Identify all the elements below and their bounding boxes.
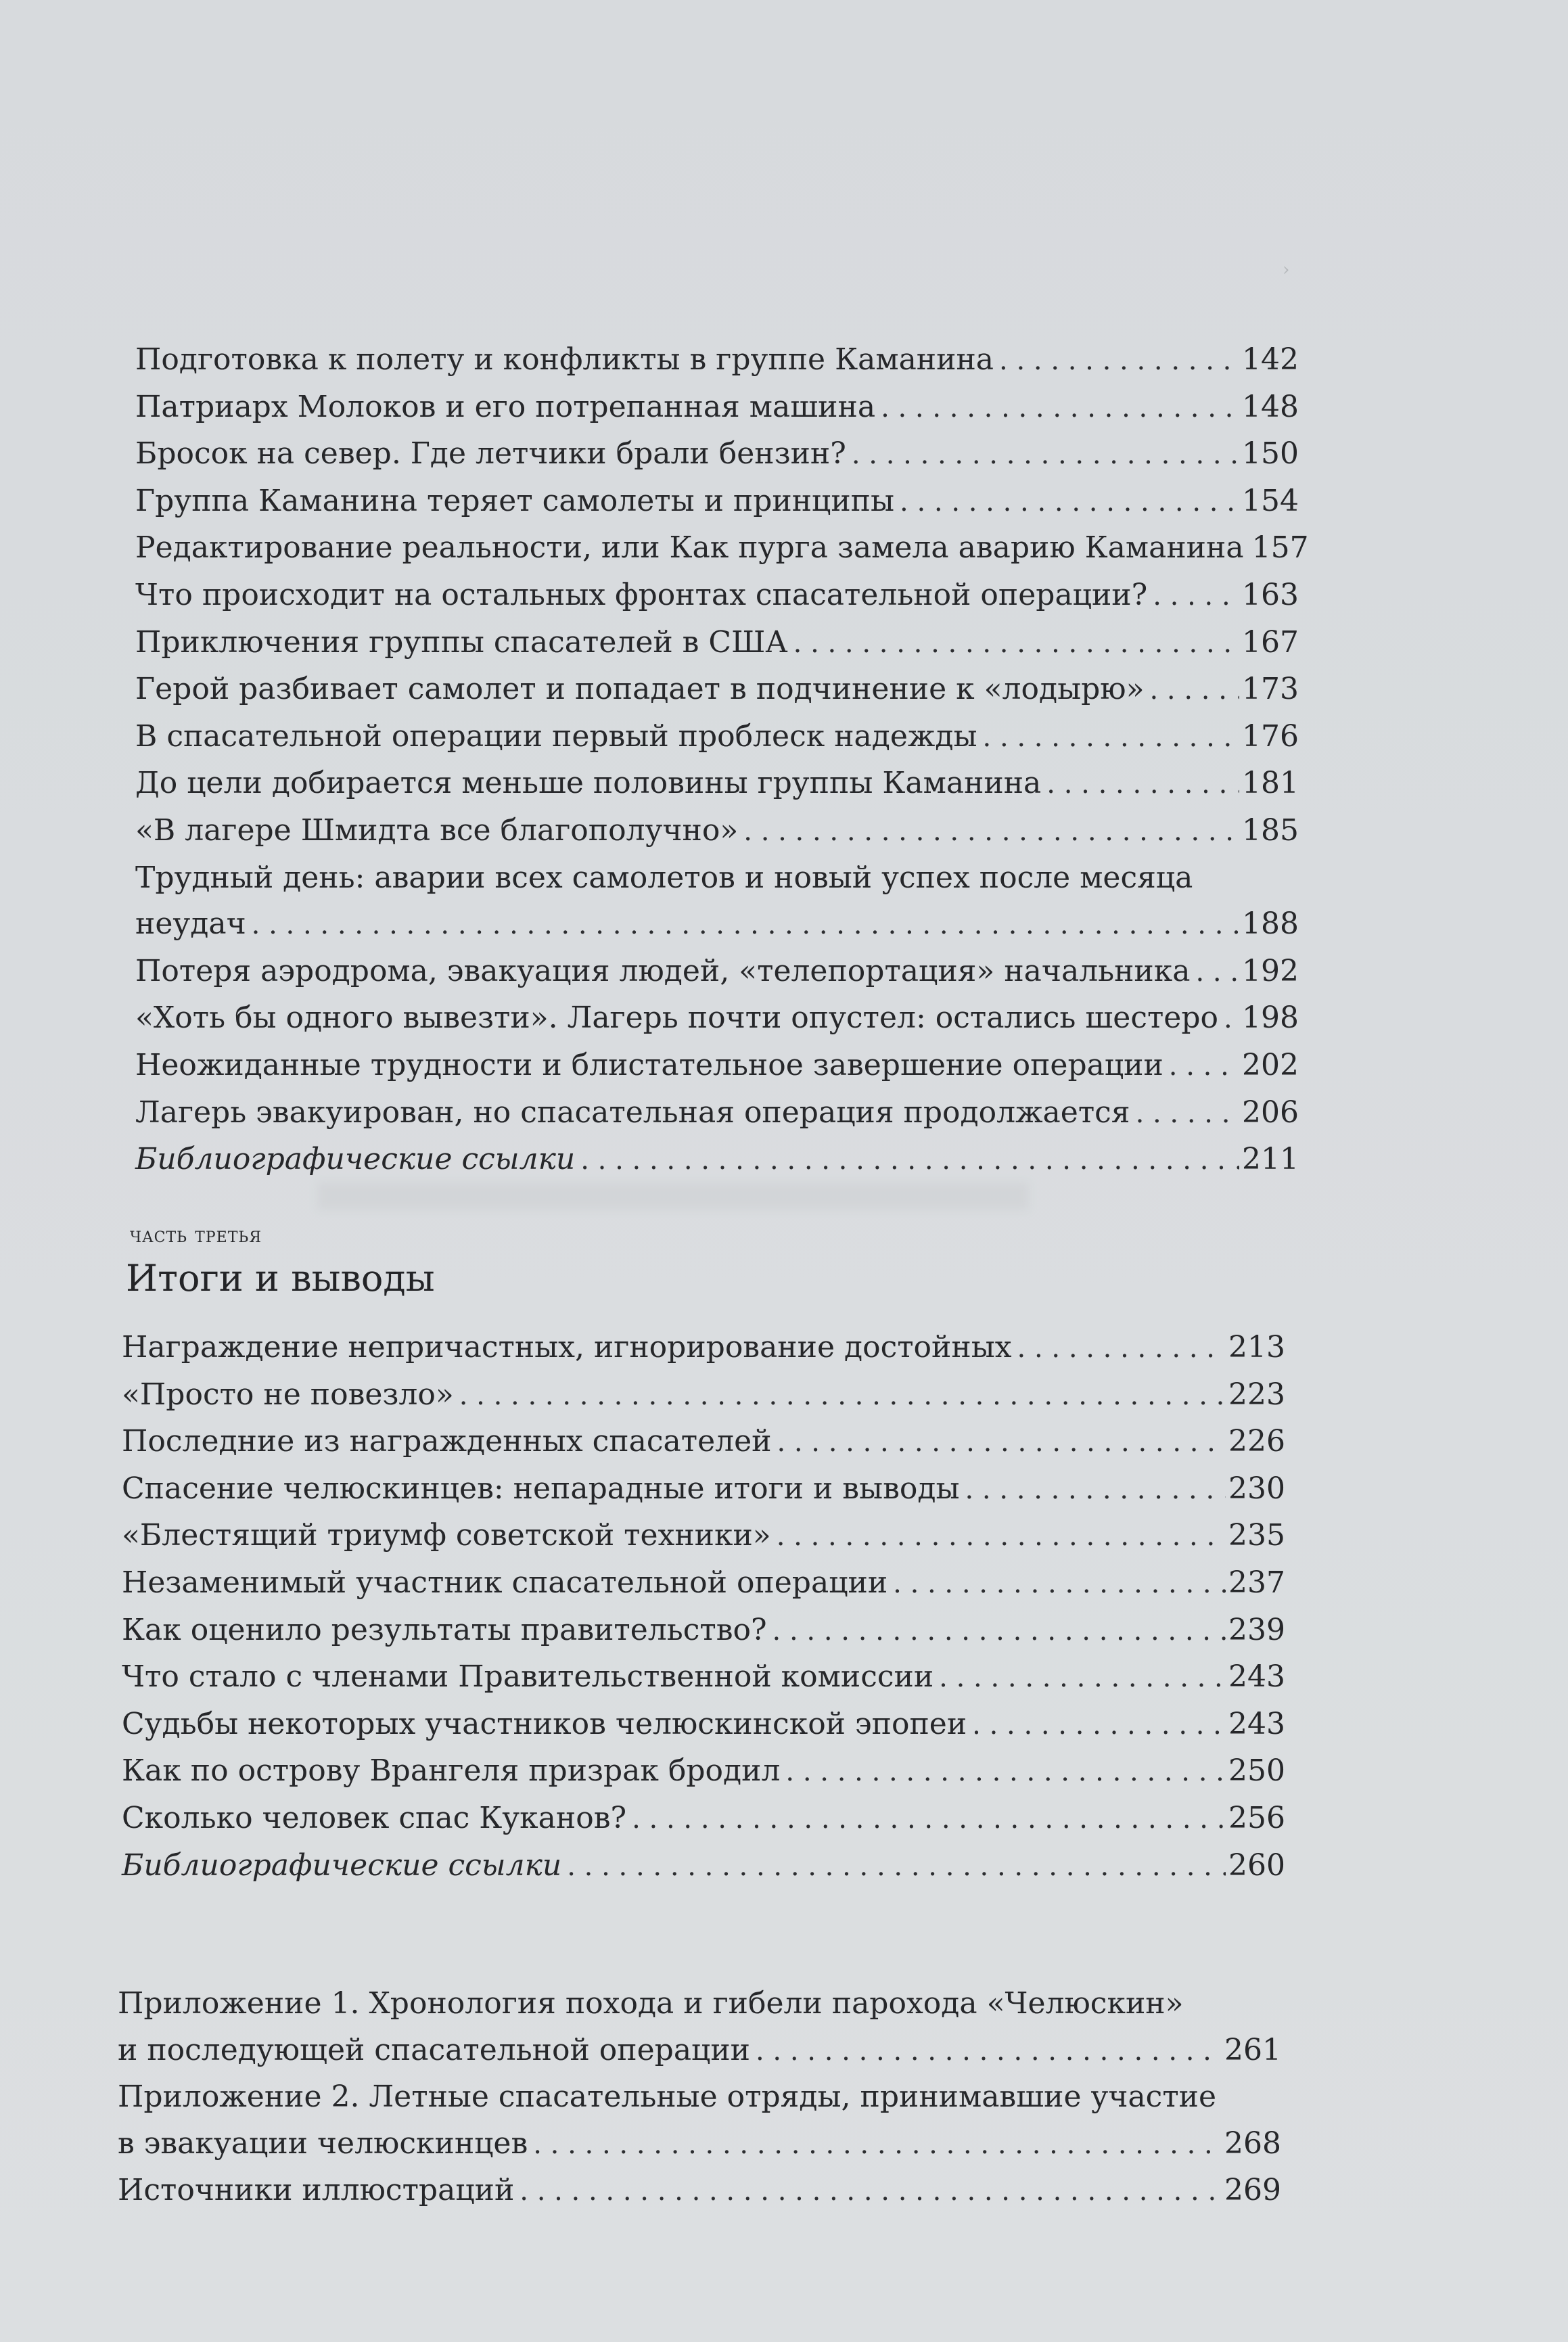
toc-entry [122,1419,1285,1466]
toc-entry-title: Подготовка к полету и конфликты в группе Каманина [135,342,994,377]
show-through-text [318,1183,1028,1210]
dot-leader [1136,1090,1239,1137]
toc-entry-page: 173 [1242,672,1299,707]
toc-entry-title: Герой разбивает самолет и попадает в подчинение к «лодырю» [135,672,1145,707]
toc-entry-page: 211 [1242,1142,1299,1177]
toc-entry-page: 235 [1228,1518,1285,1553]
toc-entry-page: 239 [1228,1612,1285,1647]
toc-entry [122,1607,1285,1655]
toc-entry-title: Неожиданные трудности и блистательное завершение операции [135,1047,1163,1082]
toc-entry-page: 268 [1224,2126,1281,2161]
dot-leader [1196,948,1240,996]
toc-entry-page: 202 [1242,1047,1299,1082]
toc-entry-page: 150 [1242,436,1299,472]
toc-entry-title: Редактирование реальности, или Как пурга замела аварию Каманина [135,530,1244,566]
dot-leader [999,337,1239,384]
toc-entry-page: 192 [1242,953,1299,988]
dot-leader [1224,995,1239,1042]
dot-leader [773,1607,1226,1655]
toc-entry-title-line1: Приложение 1. Хронология похода и гибели парохода «Челюскин» [118,1986,1184,2021]
toc-entry-page: 167 [1242,624,1299,660]
dot-leader [580,1136,1239,1184]
dot-leader [1153,572,1239,620]
toc-entry-title: Бросок на север. Где летчики брали бензин? [135,436,846,472]
toc-entry [135,525,1309,572]
toc-entry-title: «Хоть бы одного вывезти». Лагерь почти опустел: остались шестеро [135,1001,1218,1036]
dot-leader [777,1419,1226,1466]
toc-entry-page: 261 [1224,2032,1281,2067]
toc-entry-page: 250 [1228,1753,1285,1789]
toc-entry [122,1466,1285,1513]
toc-entry-page: 243 [1228,1659,1285,1695]
toc-entry-title: В спасательной операции первый проблеск надежды [135,718,977,754]
toc-entry [135,478,1299,526]
toc-entry [135,714,1299,761]
toc-entry-page: 157 [1251,530,1309,566]
toc-entry-title: Награждение непричастных, игнорирование достойных [122,1330,1012,1364]
toc-entry [122,1748,1285,1795]
toc-entry [118,2167,1281,2215]
toc-entry [122,1513,1285,1560]
toc-section-part-two [135,337,1309,1184]
toc-entry-page: 206 [1242,1095,1299,1130]
dot-leader [793,620,1239,667]
part-title: Итоги и выводы [126,1257,435,1300]
toc-entry-title: Патриарх Молоков и его потрепанная машина [135,389,876,424]
toc-entry-title: Что происходит на остальных фронтах спасательной операции? [135,577,1148,612]
dot-leader [785,1748,1226,1795]
toc-entry [135,760,1299,808]
toc-entry [122,1701,1285,1749]
toc-entry [135,901,1299,948]
toc-entry-title: Как оценило результаты правительство? [122,1612,767,1647]
part-label: часть третья [130,1222,262,1247]
toc-entry [118,2027,1281,2075]
toc-entry-title: Лагерь эвакуирован, но спасательная операция продолжается [135,1095,1130,1130]
toc-entry [135,808,1299,855]
toc-entry [135,572,1299,620]
dot-leader [1017,1325,1226,1372]
toc-entry-title: Потеря аэродрома, эвакуация людей, «телепортация» начальника [135,953,1191,988]
toc-entry-title: Библиографические ссылки [135,1142,576,1177]
toc-entry [135,666,1299,714]
toc-entry-page: 188 [1242,906,1299,942]
toc-entry-page: 223 [1228,1377,1285,1412]
toc-entry-page: 230 [1228,1471,1285,1506]
toc-entry-page: 213 [1228,1330,1285,1364]
page-mark: › [1283,260,1290,280]
toc-entry-title: Судьбы некоторых участников челюскинской эпопеи [122,1706,967,1741]
dot-leader [252,901,1239,948]
toc-entry-title: Группа Каманина теряет самолеты и принципы [135,483,895,518]
dot-leader [459,1372,1226,1419]
dot-leader [939,1654,1226,1701]
toc-entry [135,431,1299,478]
dot-leader [533,2121,1222,2168]
toc-entry-page: 154 [1242,483,1299,518]
toc-entry-title: и последующей спасательной операции [118,2032,750,2067]
toc-entry-page: 198 [1242,1001,1299,1036]
toc-entry-page: 148 [1242,389,1299,424]
toc-entry [135,337,1299,384]
toc-entry [135,1090,1299,1137]
toc-entry-page: 260 [1228,1847,1285,1883]
toc-entry [122,1560,1285,1607]
toc-section-appendices [118,1981,1281,2215]
dot-leader [972,1701,1226,1749]
dot-leader [743,808,1239,855]
dot-leader [1169,1042,1239,1090]
toc-entry-title-line1: Приложение 2. Летные спасательные отряды, принимавшие участие [118,2080,1217,2115]
dot-leader [900,478,1239,526]
dot-leader [777,1513,1226,1560]
toc-entry-page: 181 [1242,766,1299,801]
dot-leader [632,1795,1226,1843]
toc-entry [135,620,1299,667]
toc-entry-title: Сколько человек спас Куканов? [122,1800,627,1835]
toc-entry-title: Что стало с членами Правительственной комиссии [122,1659,934,1695]
toc-entry-title-line1: Трудный день: аварии всех самолетов и новый успех после месяца [135,860,1193,895]
toc-entry-page: 176 [1242,718,1299,754]
dot-leader [893,1560,1226,1607]
toc-entry-bibliography [135,1136,1299,1184]
toc-entry-title: Приключения группы спасателей в США [135,624,788,660]
dot-leader [983,714,1240,761]
toc-entry [135,384,1299,432]
toc-entry-title: «Блестящий триумф советской техники» [122,1518,771,1553]
toc-entry-title: «В лагере Шмидта все благополучно» [135,812,739,848]
dot-leader [881,384,1239,432]
toc-entry-title: Незаменимый участник спасательной операции [122,1565,888,1600]
toc-entry [122,1654,1285,1701]
dot-leader [852,431,1239,478]
toc-entry-page: 163 [1242,577,1299,612]
toc-entry-page: 185 [1242,812,1299,848]
toc-entry-page: 142 [1242,342,1299,377]
toc-entry [118,2121,1281,2168]
toc-entry-title: в эвакуации челюскинцев [118,2126,528,2161]
toc-entry [135,948,1299,996]
toc-entry [135,995,1299,1042]
toc-entry-page: 226 [1228,1424,1285,1459]
toc-entry-title: Библиографические ссылки [122,1847,562,1883]
dot-leader [567,1843,1226,1890]
toc-section-part-three [122,1325,1285,1889]
dot-leader [965,1466,1226,1513]
dot-leader [1150,666,1240,714]
toc-entry-page: 269 [1224,2173,1281,2208]
toc-entry-title: Последние из награжденных спасателей [122,1424,772,1459]
toc-entry [135,1042,1299,1090]
toc-entry-title: «Просто не повезло» [122,1377,454,1412]
dot-leader [520,2167,1222,2215]
toc-entry-page: 243 [1228,1706,1285,1741]
toc-entry [122,1325,1285,1372]
toc-entry-title: До цели добирается меньше половины группы Каманина [135,766,1042,801]
dot-leader [1046,760,1239,808]
toc-entry-title: Источники иллюстраций [118,2173,515,2208]
toc-entry-bibliography [122,1843,1285,1890]
toc-entry [122,1372,1285,1419]
toc-entry-page: 237 [1228,1565,1285,1600]
dot-leader [756,2027,1222,2075]
toc-entry-page: 256 [1228,1800,1285,1835]
toc-entry-title: неудач [135,906,246,942]
toc-entry-title: Как по острову Врангеля призрак бродил [122,1753,781,1789]
toc-entry-title: Спасение челюскинцев: непарадные итоги и выводы [122,1471,960,1506]
toc-entry [122,1795,1285,1843]
